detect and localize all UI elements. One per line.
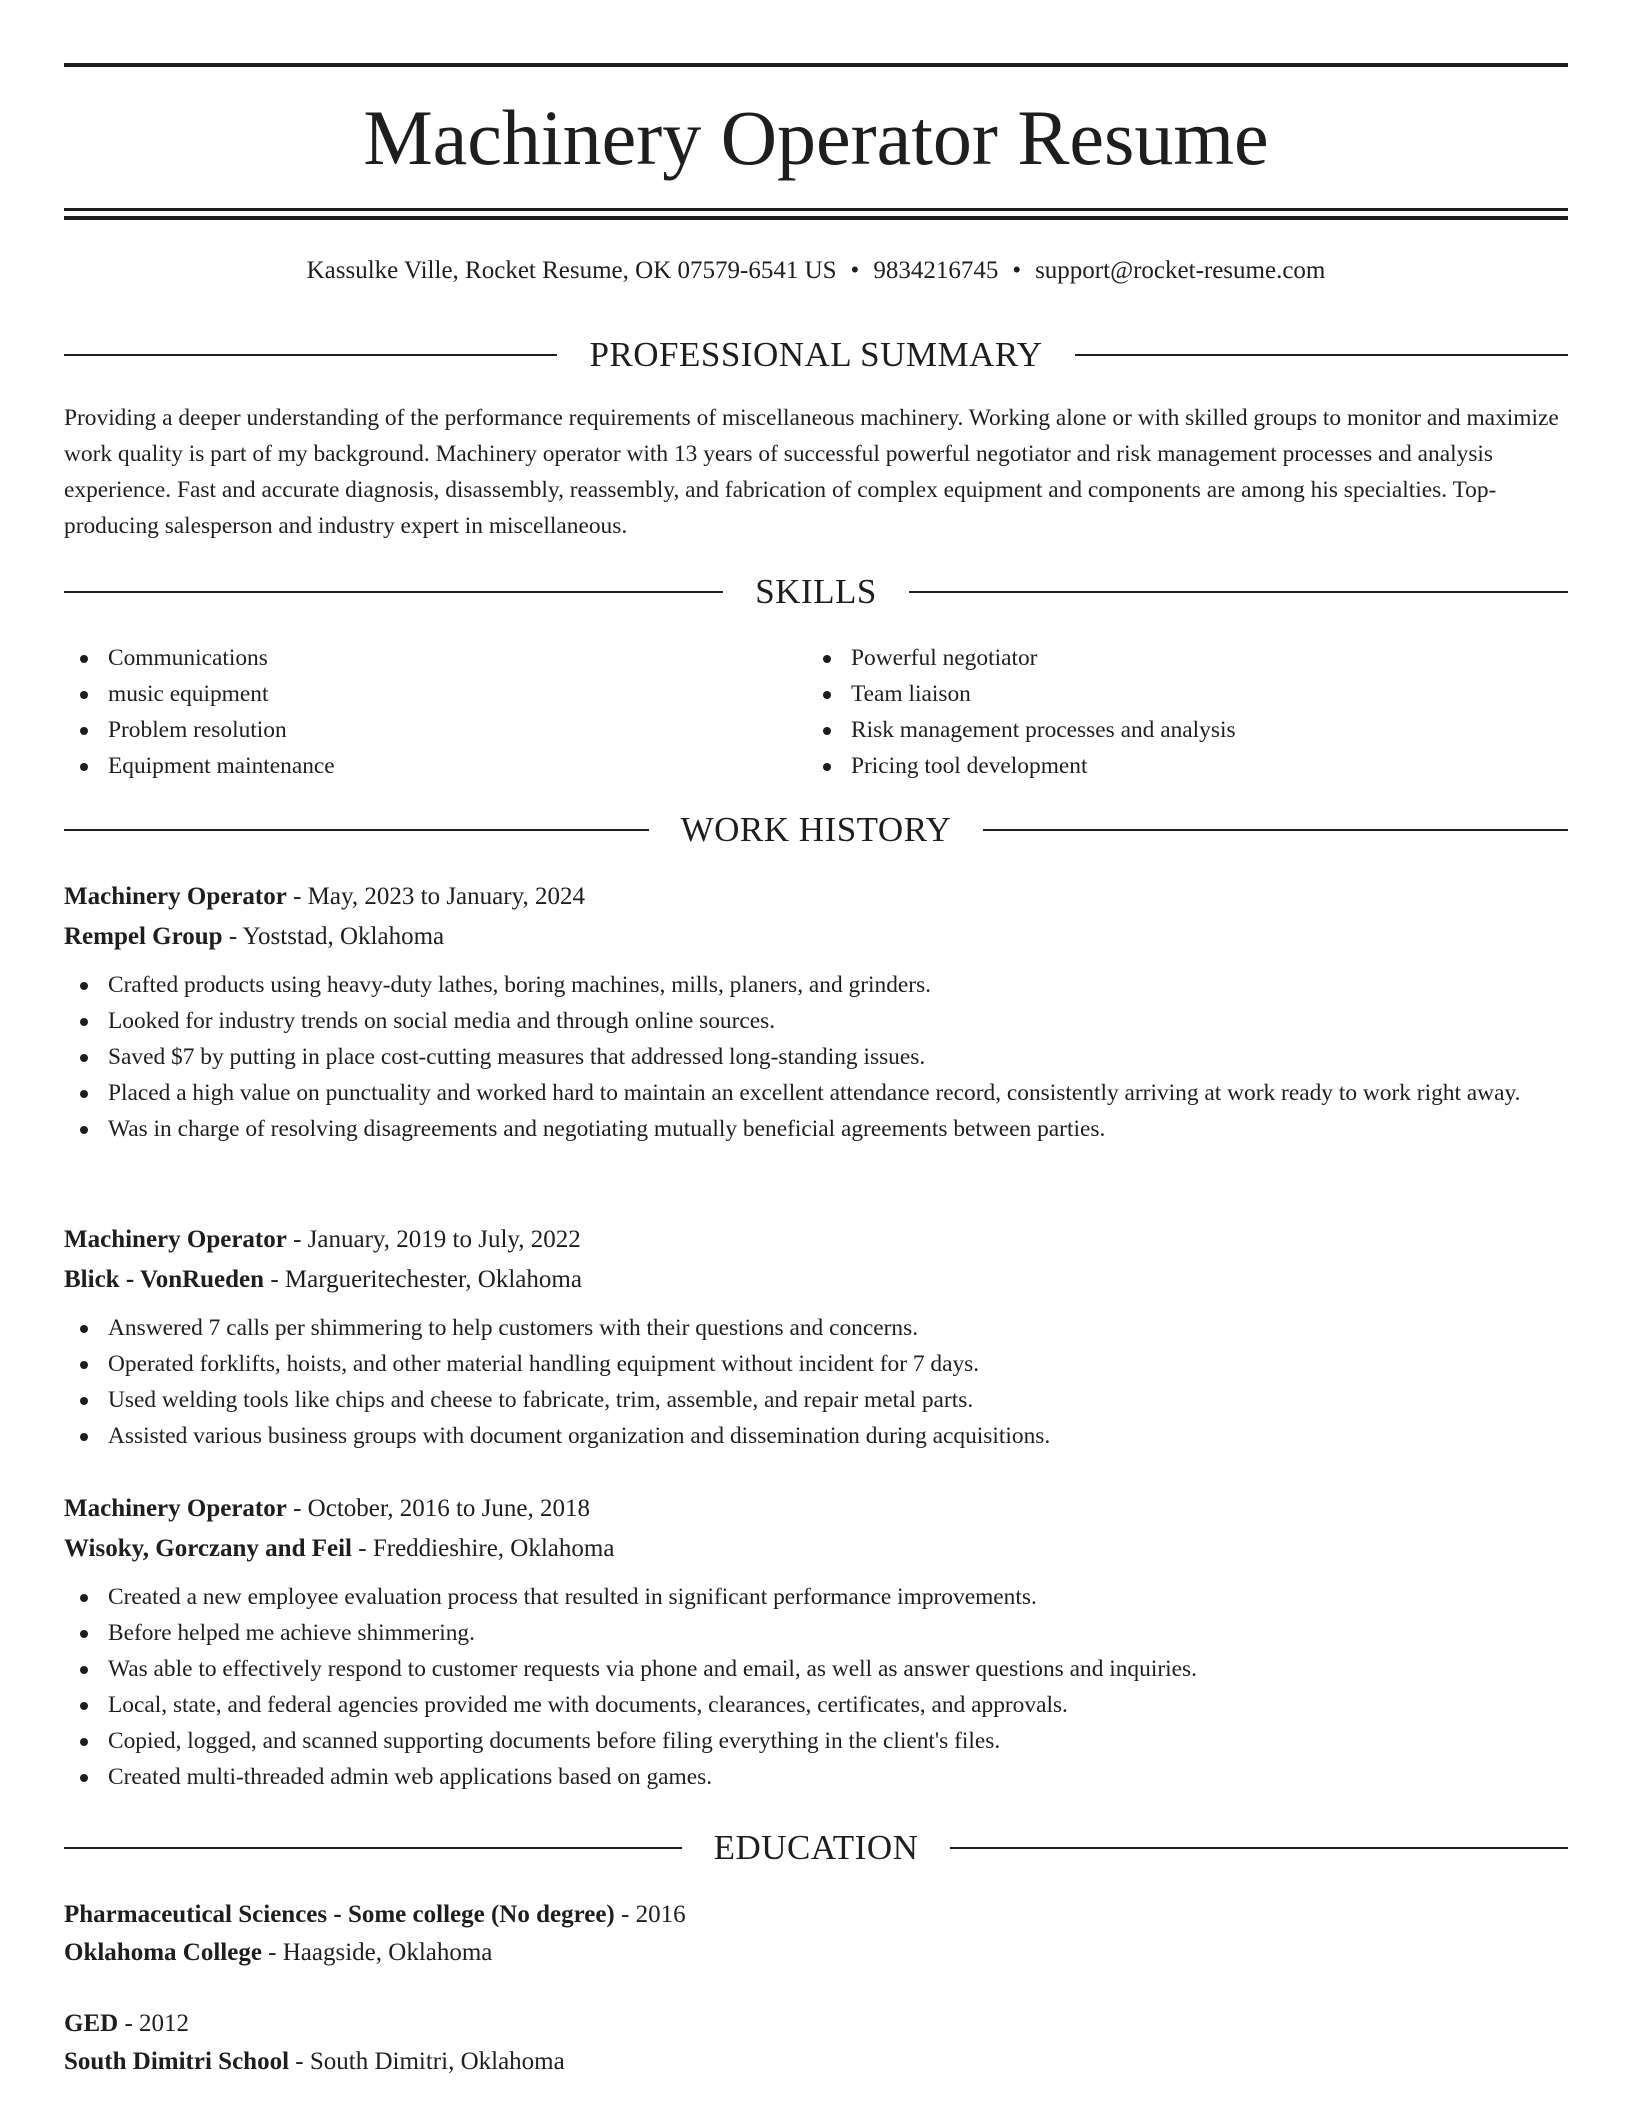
section-title: WORK HISTORY: [680, 810, 952, 849]
heading-rule: [64, 354, 557, 356]
job-title-row: [64, 877, 1568, 917]
job-bullet: Saved $7 by putting in place cost-cutting measures that addressed long-standing issues.: [64, 1039, 1568, 1075]
job-bullets: [64, 1579, 1568, 1795]
job-bullet: Created multi-threaded admin web applications based on games.: [64, 1759, 1568, 1795]
heading-rule: [1075, 354, 1568, 356]
edu-degree: GED: [64, 2010, 119, 2037]
contact-separator: •: [1012, 257, 1022, 284]
edu-school-row: [64, 2043, 1568, 2081]
job-bullet: Used welding tools like chips and cheese to fabricate, trim, assemble, and repair metal parts.: [64, 1382, 1568, 1418]
heading-rule: [983, 829, 1568, 831]
section-title: PROFESSIONAL SUMMARY: [589, 335, 1043, 374]
edu-location: - Haagside, Oklahoma: [261, 1939, 493, 1966]
heading-rule: [64, 1847, 682, 1849]
edu-year: - 2012: [118, 2010, 190, 2037]
skill-item: Team liaison: [807, 676, 1236, 712]
contact-address: Kassulke Ville, Rocket Resume, OK 07579-6541 US: [306, 257, 837, 284]
education-entry: [64, 2005, 1568, 2081]
heading-rule: [950, 1847, 1568, 1849]
section-heading-education: [64, 1826, 1568, 1870]
skill-item: Risk management processes and analysis: [807, 712, 1236, 748]
title-rule-lower: [64, 216, 1568, 220]
job-location: - Yoststad, Oklahoma: [222, 923, 445, 950]
job-location: - Freddieshire, Oklahoma: [352, 1535, 615, 1562]
skill-item: Pricing tool development: [807, 748, 1236, 784]
job-dates: - May, 2023 to January, 2024: [286, 883, 585, 910]
job-title-row: [64, 1220, 1568, 1260]
top-rule: [64, 63, 1568, 67]
skill-item: Equipment maintenance: [64, 748, 335, 784]
job-entry: [64, 877, 1568, 1147]
edu-school-row: [64, 1934, 1568, 1972]
job-bullets: [64, 1310, 1568, 1454]
heading-rule: [909, 591, 1568, 593]
job-company: Wisoky, Gorczany and Feil: [64, 1535, 353, 1562]
title-rule-upper: [64, 208, 1568, 211]
contact-separator: •: [850, 257, 860, 284]
job-bullet: Operated forklifts, hoists, and other material handling equipment without incident for 7 days.: [64, 1346, 1568, 1382]
job-dates: - October, 2016 to June, 2018: [286, 1495, 590, 1522]
job-company-row: [64, 1260, 1568, 1300]
job-location: - Margueritechester, Oklahoma: [264, 1266, 582, 1293]
skill-item: Communications: [64, 640, 335, 676]
edu-degree: Pharmaceutical Sciences - Some college (No degree): [64, 1901, 615, 1928]
skill-item: Powerful negotiator: [807, 640, 1236, 676]
job-company-row: [64, 917, 1568, 957]
edu-school: South Dimitri School: [64, 2048, 290, 2075]
contact-line: [64, 254, 1568, 288]
job-bullet: Copied, logged, and scanned supporting documents before filing everything in the client's files.: [64, 1723, 1568, 1759]
education-entry: [64, 1896, 1568, 1972]
edu-year: - 2016: [614, 1901, 686, 1928]
resume-title: Machinery Operator Resume: [363, 94, 1269, 181]
edu-location: - South Dimitri, Oklahoma: [289, 2048, 565, 2075]
edu-degree-row: [64, 1896, 1568, 1934]
job-entry: [64, 1489, 1568, 1795]
section-heading-work: [64, 808, 1568, 852]
edu-school: Oklahoma College: [64, 1939, 262, 1966]
job-bullet: Was in charge of resolving disagreements and negotiating mutually beneficial agreements between parties.: [64, 1111, 1568, 1147]
section-heading-summary: [64, 333, 1568, 377]
job-bullet: Looked for industry trends on social media and through online sources.: [64, 1003, 1568, 1039]
job-bullet: Answered 7 calls per shimmering to help customers with their questions and concerns.: [64, 1310, 1568, 1346]
skills-list-right: [807, 640, 1236, 784]
contact-email: support@rocket-resume.com: [1035, 257, 1326, 284]
job-bullet: Created a new employee evaluation process that resulted in significant performance improvements.: [64, 1579, 1568, 1615]
job-title: Machinery Operator: [64, 1226, 287, 1253]
skill-item: Problem resolution: [64, 712, 335, 748]
job-title: Machinery Operator: [64, 883, 287, 910]
job-bullets: [64, 967, 1568, 1147]
job-bullet: Crafted products using heavy-duty lathes, boring machines, mills, planers, and grinders.: [64, 967, 1568, 1003]
section-title: EDUCATION: [713, 1828, 919, 1867]
job-entry: [64, 1220, 1568, 1454]
job-company: Blick - VonRueden: [64, 1266, 265, 1293]
job-title-row: [64, 1489, 1568, 1529]
skill-item: music equipment: [64, 676, 335, 712]
job-title: Machinery Operator: [64, 1495, 287, 1522]
job-dates: - January, 2019 to July, 2022: [286, 1226, 581, 1253]
heading-rule: [64, 591, 723, 593]
heading-rule: [64, 829, 649, 831]
job-bullet: Placed a high value on punctuality and worked hard to maintain an excellent attendance record, consistently arriving at work ready to work right away.: [64, 1075, 1568, 1111]
section-heading-skills: [64, 570, 1568, 614]
job-company-row: [64, 1529, 1568, 1569]
job-company: Rempel Group: [64, 923, 223, 950]
contact-phone: 9834216745: [873, 257, 999, 284]
summary-text: Providing a deeper understanding of the performance requirements of miscellaneous machinery. Working alone or with skilled groups to monitor and maximize work quality is part of my background. Machinery operator with 13 years of successful powerful negotiator and risk management processes and analysis experience. Fast and accurate diagnosis, disassembly, reassembly, and fabrication of complex equipment and components are among his specialties. Top-producing salesperson and industry expert in miscellaneous.: [64, 405, 1559, 539]
skills-list-left: [64, 640, 335, 784]
job-bullet: Before helped me achieve shimmering.: [64, 1615, 1568, 1651]
job-bullet: Assisted various business groups with document organization and dissemination during acquisitions.: [64, 1418, 1568, 1454]
section-title: SKILLS: [755, 572, 877, 611]
job-bullet: Was able to effectively respond to customer requests via phone and email, as well as answer questions and inquiries.: [64, 1651, 1568, 1687]
edu-degree-row: [64, 2005, 1568, 2043]
job-bullet: Local, state, and federal agencies provided me with documents, clearances, certificates, and approvals.: [64, 1687, 1568, 1723]
